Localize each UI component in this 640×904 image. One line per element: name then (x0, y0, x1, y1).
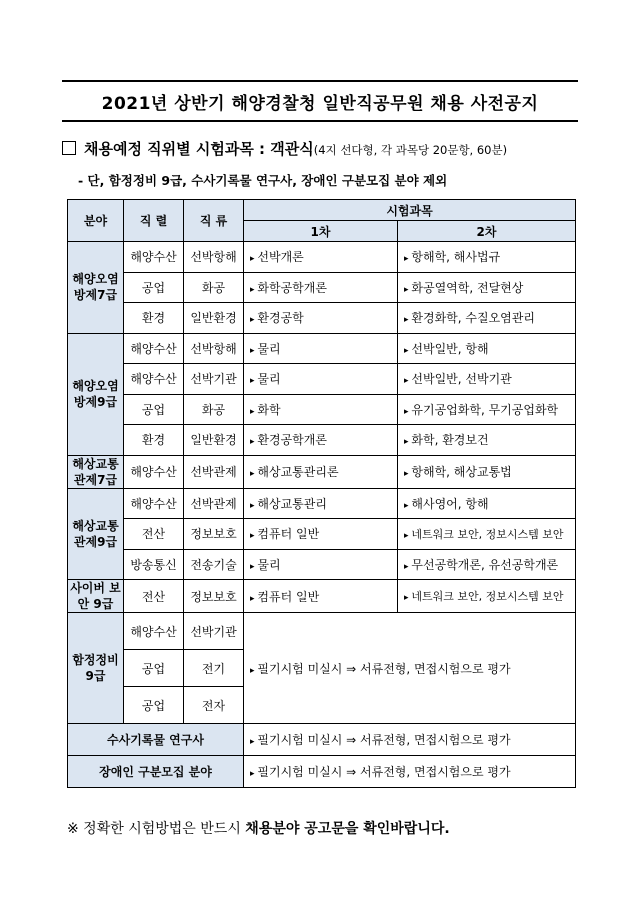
second-subject-cell: ▸ 무선공학개론, 유선공학개론 (398, 549, 576, 580)
second-subject-cell: ▸ 해사영어, 항해 (398, 488, 576, 519)
table-row (68, 364, 576, 395)
table-row (68, 724, 576, 756)
kind-cell: 전송기술 (184, 549, 244, 580)
footer-note (67, 818, 450, 838)
special-field-cell: 수사기록물 연구사 (68, 724, 244, 756)
first-subject-cell: ▸ 선박개론 (244, 242, 398, 273)
first-subject-cell: ▸ 물리 (244, 333, 398, 364)
first-subject-cell: ▸ 환경공학 (244, 303, 398, 334)
header-series: 직 렬 (124, 200, 184, 242)
second-subject-cell: ▸ 화학, 환경보건 (398, 425, 576, 456)
series-cell: 전산 (124, 580, 184, 613)
header-field: 분야 (68, 200, 124, 242)
kind-cell: 정보보호 (184, 580, 244, 613)
header-first: 1차 (244, 221, 398, 242)
first-subject-cell: ▸ 물리 (244, 364, 398, 395)
kind-cell: 전자 (184, 687, 244, 724)
series-cell: 환경 (124, 425, 184, 456)
heading-main: 채용예정 직위별 시험과목 : 객관식 (84, 140, 314, 158)
table-row (68, 549, 576, 580)
series-cell: 해양수산 (124, 455, 184, 488)
footer-bold: 채용분야 공고문을 확인바랍니다. (245, 821, 450, 837)
kind-cell: 화공 (184, 272, 244, 303)
series-cell: 해양수산 (124, 242, 184, 273)
kind-cell: 일반환경 (184, 425, 244, 456)
table-row (68, 613, 576, 650)
heading-note: (4지 선다형, 각 과목당 20문항, 60분) (313, 143, 508, 157)
table-row (68, 488, 576, 519)
series-cell: 공업 (124, 687, 184, 724)
table-row (68, 519, 576, 550)
kind-cell: 전기 (184, 650, 244, 687)
series-cell: 해양수산 (124, 364, 184, 395)
exception-note: - 단, 함정정비 9급, 수사기록물 연구사, 장애인 구분모집 분야 제외 (78, 173, 448, 188)
field-cell: 사이버 보안 9급 (68, 580, 124, 613)
second-subject-cell: ▸ 선박일반, 선박기관 (398, 364, 576, 395)
field-cell: 해양오염 방제7급 (68, 242, 124, 334)
table-row (68, 580, 576, 613)
header-subjects: 시험과목 (244, 200, 576, 221)
table-row (68, 303, 576, 334)
kind-cell: 선박항해 (184, 333, 244, 364)
field-cell: 해상교통 관제7급 (68, 455, 124, 488)
checkbox-square-icon (62, 141, 76, 155)
series-cell: 공업 (124, 272, 184, 303)
kind-cell: 선박기관 (184, 364, 244, 395)
first-subject-cell: ▸ 해상교통관리론 (244, 455, 398, 488)
second-subject-cell: ▸ 항해학, 해상교통법 (398, 455, 576, 488)
special-value-cell: ▸ 필기시험 미실시 ⇒ 서류전형, 면접시험으로 평가 (244, 724, 576, 756)
first-subject-cell: ▸ 해상교통관리 (244, 488, 398, 519)
table-row (68, 333, 576, 364)
kind-cell: 선박관제 (184, 455, 244, 488)
series-cell: 방송통신 (124, 549, 184, 580)
header-second: 2차 (398, 221, 576, 242)
second-subject-cell: ▸ 화공열역학, 전달현상 (398, 272, 576, 303)
series-cell: 공업 (124, 650, 184, 687)
table-row (68, 425, 576, 456)
series-cell: 전산 (124, 519, 184, 550)
footer-prefix: ※ 정확한 시험방법은 반드시 (67, 821, 246, 837)
kind-cell: 일반환경 (184, 303, 244, 334)
first-subject-cell: ▸ 환경공학개론 (244, 425, 398, 456)
first-subject-cell: ▸ 컴퓨터 일반 (244, 580, 398, 613)
second-subject-cell: ▸ 네트워크 보안, 정보시스템 보안 (398, 580, 576, 613)
page-title (62, 80, 578, 122)
field-cell: 해상교통 관제9급 (68, 488, 124, 580)
merged-evaluation-cell: ▸ 필기시험 미실시 ⇒ 서류전형, 면접시험으로 평가 (244, 613, 576, 724)
header-kind: 직 류 (184, 200, 244, 242)
second-subject-cell: ▸ 유기공업화학, 무기공업화학 (398, 394, 576, 425)
series-cell: 해양수산 (124, 613, 184, 650)
table-row (68, 756, 576, 788)
first-subject-cell: ▸ 화학 (244, 394, 398, 425)
table-row (68, 455, 576, 488)
kind-cell: 정보보호 (184, 519, 244, 550)
field-cell: 함정정비 9급 (68, 613, 124, 724)
kind-cell: 화공 (184, 394, 244, 425)
second-subject-cell: ▸ 네트워크 보안, 정보시스템 보안 (398, 519, 576, 550)
second-subject-cell: ▸ 선박일반, 항해 (398, 333, 576, 364)
title-text: 2021년 상반기 해양경찰청 일반직공무원 채용 사전공지 (101, 93, 539, 114)
kind-cell: 선박기관 (184, 613, 244, 650)
field-cell: 해양오염 방제9급 (68, 333, 124, 455)
series-cell: 환경 (124, 303, 184, 334)
series-cell: 공업 (124, 394, 184, 425)
kind-cell: 선박관제 (184, 488, 244, 519)
table-row (68, 242, 576, 273)
table-row (68, 272, 576, 303)
special-field-cell: 장애인 구분모집 분야 (68, 756, 244, 788)
section-heading (62, 138, 507, 159)
first-subject-cell: ▸ 컴퓨터 일반 (244, 519, 398, 550)
kind-cell: 선박항해 (184, 242, 244, 273)
first-subject-cell: ▸ 화학공학개론 (244, 272, 398, 303)
exam-subjects-table (67, 199, 576, 788)
first-subject-cell: ▸ 물리 (244, 549, 398, 580)
series-cell: 해양수산 (124, 488, 184, 519)
second-subject-cell: ▸ 항해학, 해사법규 (398, 242, 576, 273)
second-subject-cell: ▸ 환경화학, 수질오염관리 (398, 303, 576, 334)
table-row (68, 394, 576, 425)
series-cell: 해양수산 (124, 333, 184, 364)
special-value-cell: ▸ 필기시험 미실시 ⇒ 서류전형, 면접시험으로 평가 (244, 756, 576, 788)
